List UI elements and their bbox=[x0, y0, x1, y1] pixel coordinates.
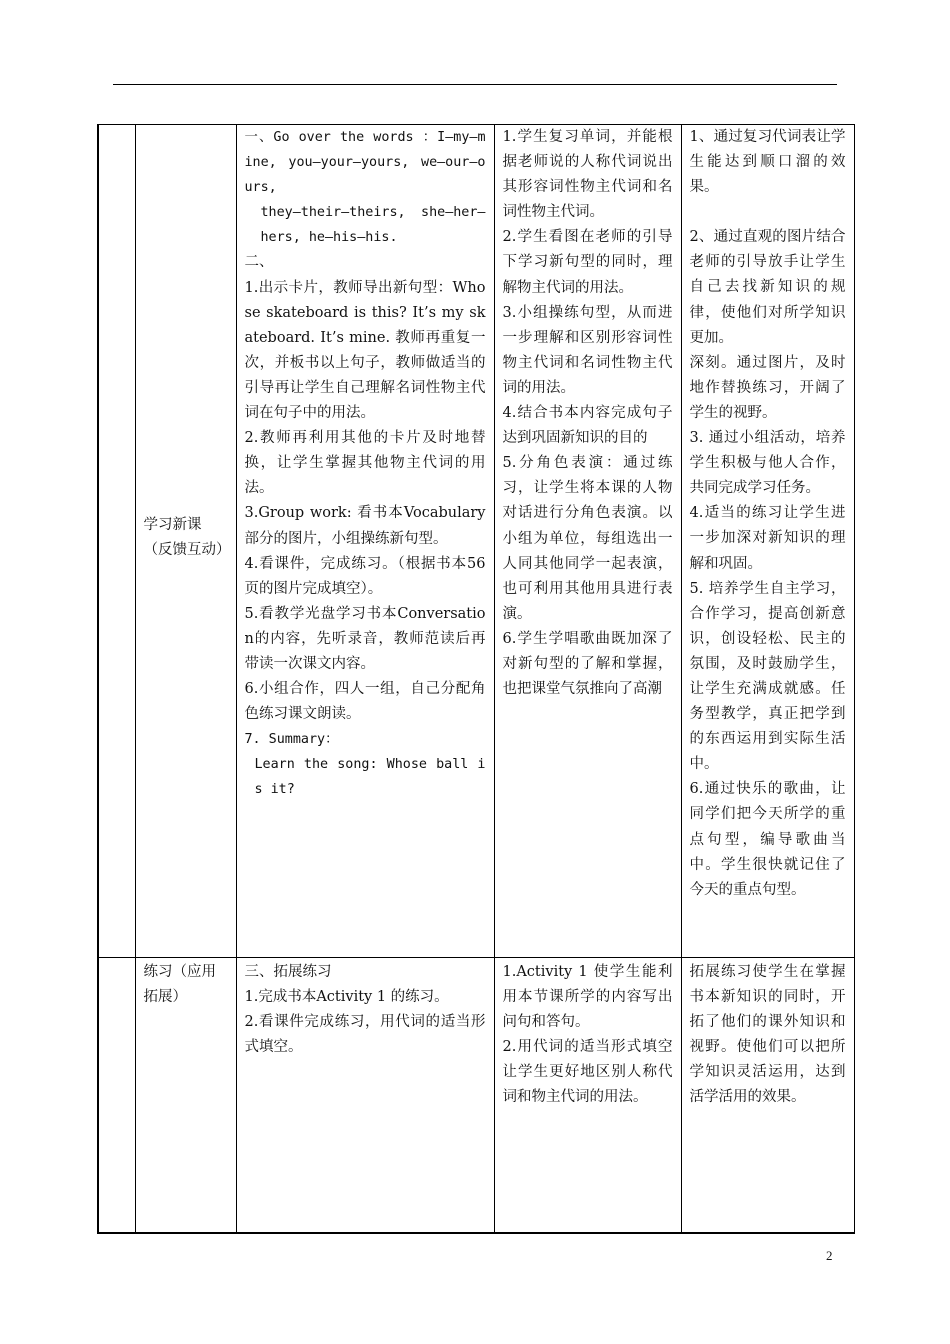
stage-cell bbox=[135, 958, 236, 1234]
teacher-step: 6.小组合作，四人一组，自己分配角色练习课文朗读。 bbox=[244, 681, 486, 723]
lesson-plan-table bbox=[97, 124, 855, 1234]
student-step: 2.学生看图在老师的引导下学习新句型的同时，理解物主代词的用法。 bbox=[502, 229, 673, 296]
teacher-step: 7. Summary： bbox=[244, 732, 339, 748]
intent-item: 6.通过快乐的歌曲，让同学们把今天所学的重点句型，编导歌曲当中。学生很快就记住了今天的重点句型。 bbox=[689, 781, 846, 898]
teacher-step: 4.看课件，完成练习。（根据书本56页的图片完成填空）。 bbox=[244, 555, 486, 597]
stage-label: 学习新课（反馈互动） bbox=[143, 517, 231, 559]
teacher-activity-cell bbox=[236, 958, 494, 1234]
blank-cell bbox=[98, 125, 135, 958]
header-rule bbox=[113, 84, 837, 85]
teacher-step: Learn the song: Whose ball is it? bbox=[254, 757, 486, 798]
teacher-step: 5.看教学光盘学习书本Conversation的内容，先听录音，教师范读后再带读一次课文内容。 bbox=[244, 605, 486, 672]
blank-cell bbox=[98, 958, 135, 1234]
intent-item: 1、通过复习代词表让学生能达到顺口溜的效果。 bbox=[689, 129, 846, 196]
teacher-step: 三、拓展练习 bbox=[244, 964, 332, 980]
intent-item: 拓展练习使学生在掌握书本新知识的同时，开拓了他们的课外知识和视野。使他们可以把所学知识灵活运用，达到活学活用的效果。 bbox=[689, 964, 846, 1106]
student-step: 3.小组操练句型，从而进一步理解和区别形容词性物主代词和名词性物主代词的用法。 bbox=[502, 304, 673, 396]
page-number: 2 bbox=[826, 1248, 833, 1263]
design-intent-cell bbox=[681, 958, 854, 1234]
student-step: 6.学生学唱歌曲既加深了对新句型的了解和掌握，也把课堂气氛推向了高潮 bbox=[502, 630, 673, 698]
stage-cell bbox=[135, 125, 236, 958]
student-step: 1.Activity 1 使学生能利用本节课所学的内容写出问句和答句。 bbox=[502, 964, 673, 1031]
student-step: 5.分角色表演：通过练习，让学生将本课的人物对话进行分角色表演。以小组为单位，每组选出一人同其他同学一起表演，也可利用其他用具进行表演。 bbox=[502, 455, 673, 622]
table-row-new-lesson bbox=[98, 125, 854, 958]
teacher-step: 3.Group work: 看书本Vocabulary部分的图片，小组操练新句型。 bbox=[244, 505, 486, 547]
teacher-step: 2.教师再利用其他的卡片及时地替换，让学生掌握其他物主代词的用法。 bbox=[244, 430, 486, 497]
intent-item: 5. 培养学生自主学习，合作学习，提高创新意识，创设轻松、民主的氛围，及时鼓励学生，让学生充满成就感。任务型教学，真正把学到的东西运用到实际生活中。 bbox=[689, 580, 846, 773]
student-activity-cell bbox=[494, 125, 681, 958]
student-step: 1.学生复习单词，并能根据老师说的人称代词说出其形容词性物主代词和名词性物主代词。 bbox=[502, 129, 673, 221]
design-intent-cell bbox=[681, 125, 854, 958]
intent-item: 3. 通过小组活动，培养学生积极与他人合作，共同完成学习任务。 bbox=[689, 430, 846, 497]
intent-item: 深刻。通过图片，及时地作替换练习，开阔了学生的视野。 bbox=[689, 354, 846, 421]
intent-item: 2、通过直观的图片结合老师的引导放手让学生自己去找新知识的规律，使他们对所学知识更加。 bbox=[689, 229, 846, 346]
intent-item: 4.适当的练习让学生进一步加深对新知识的理解和巩固。 bbox=[689, 505, 846, 572]
teacher-step: 2.看课件完成练习，用代词的适当形式填空。 bbox=[244, 1014, 486, 1056]
spacer bbox=[690, 200, 846, 225]
student-step: 4.结合书本内容完成句子达到巩固新知识的目的 bbox=[502, 405, 673, 447]
teacher-activity-cell bbox=[236, 125, 494, 958]
teacher-step: 一、Go over the words ：I—my—mine, you—your—yours, we—our—ours, bbox=[244, 130, 486, 196]
table-row-practice bbox=[98, 958, 854, 1234]
teacher-step: 二、 bbox=[244, 254, 274, 271]
student-step: 2.用代词的适当形式填空让学生更好地区别人称代词和物主代词的用法。 bbox=[502, 1039, 673, 1106]
teacher-step: they—their—theirs, she—her—hers, he—his—his. bbox=[260, 205, 486, 246]
teacher-step: 1.完成书本Activity 1 的练习。 bbox=[244, 989, 449, 1006]
teacher-step: 1.出示卡片，教师导出新句型：Whose skateboard is this? It’s my skateboard. It’s mine. 教师再重复一次，并板书以上句子，教师做适当的引导再让学生自己理解名词性物主代词在句子中的用法。 bbox=[244, 279, 486, 422]
stage-label: 练习（应用拓展） bbox=[143, 964, 216, 1006]
student-activity-cell bbox=[494, 958, 681, 1234]
